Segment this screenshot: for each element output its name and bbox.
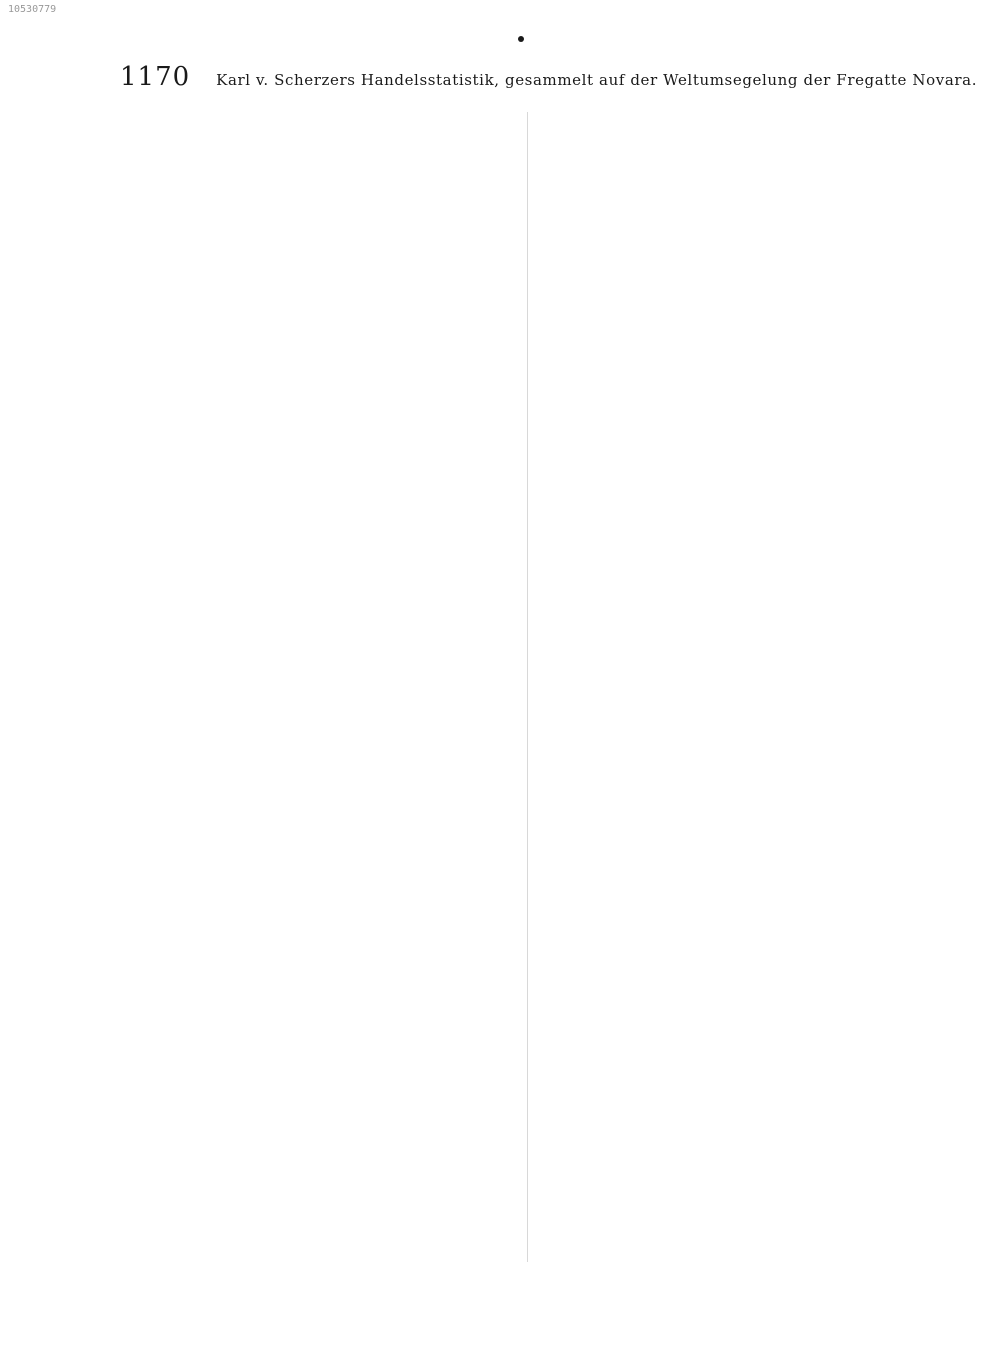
page-marker: 10530779	[8, 4, 57, 15]
left-text-column	[128, 110, 518, 1261]
running-header	[120, 62, 978, 94]
page-number: 1170	[120, 62, 191, 92]
column-divider	[527, 112, 528, 1262]
top-dot-mark	[518, 36, 524, 42]
running-title: Karl v. Scherzers Handelsstatistik, gesammelt auf der Weltumsegelung der Fregatte Novara.	[216, 71, 978, 89]
right-text-column	[538, 110, 928, 1261]
